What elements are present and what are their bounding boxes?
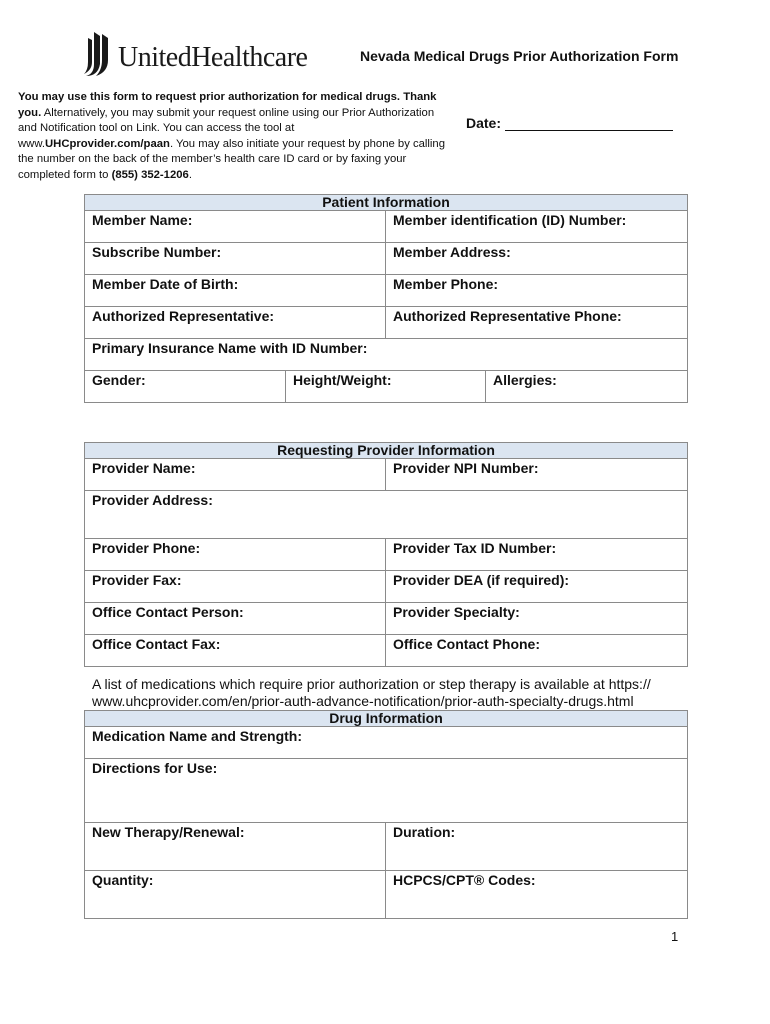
form-title: Nevada Medical Drugs Prior Authorization Form [360, 48, 679, 64]
medication-name-strength-field[interactable]: Medication Name and Strength: [85, 727, 688, 759]
provider-phone-field[interactable]: Provider Phone: [85, 539, 386, 571]
quantity-field[interactable]: Quantity: [85, 871, 386, 919]
duration-field[interactable]: Duration: [386, 823, 688, 871]
member-id-field[interactable]: Member identification (ID) Number: [386, 211, 688, 243]
intro-text-3: . [188, 168, 192, 181]
intro-lead: You may use this form to request prior authorization for medical drugs. Thank you. [18, 91, 437, 119]
fax-number: (855) 352-1206 [111, 168, 189, 181]
provider-name-field[interactable]: Provider Name: [85, 459, 386, 491]
office-contact-phone-field[interactable]: Office Contact Phone: [386, 635, 688, 667]
brand-name: UnitedHealthcare [118, 42, 308, 73]
uhc-provider-link[interactable]: UHCprovider.com/paan [45, 137, 170, 150]
intro-link-prefix: www. [18, 137, 45, 150]
provider-specialty-field[interactable]: Provider Specialty: [386, 603, 688, 635]
unitedhealthcare-logo [84, 28, 314, 78]
date-field[interactable] [505, 130, 673, 131]
gender-field[interactable]: Gender: [85, 371, 286, 403]
intro-text-1: Alternatively, you may submit your request online using our Prior Authorization and Notification tool on Link. You can access the tool at [18, 106, 435, 134]
new-therapy-renewal-field[interactable]: New Therapy/Renewal: [85, 823, 386, 871]
allergies-field[interactable]: Allergies: [486, 371, 688, 403]
authorized-representative-phone-field[interactable]: Authorized Representative Phone: [386, 307, 688, 339]
provider-fax-field[interactable]: Provider Fax: [85, 571, 386, 603]
provider-information-header: Requesting Provider Information [85, 443, 688, 459]
office-contact-fax-field[interactable]: Office Contact Fax: [85, 635, 386, 667]
member-phone-field[interactable]: Member Phone: [386, 275, 688, 307]
primary-insurance-field[interactable]: Primary Insurance Name with ID Number: [85, 339, 688, 371]
provider-tax-id-field[interactable]: Provider Tax ID Number: [386, 539, 688, 571]
office-contact-person-field[interactable]: Office Contact Person: [85, 603, 386, 635]
provider-dea-field[interactable]: Provider DEA (if required): [386, 571, 688, 603]
medication-list-note: A list of medications which require prior authorization or step therapy is available at https:// www.uhcprovider.com/en/prior-auth-advance-notification/prior-auth-specialty-drugs.html [92, 676, 651, 709]
provider-information-table [84, 442, 688, 667]
member-dob-field[interactable]: Member Date of Birth: [85, 275, 386, 307]
provider-npi-field[interactable]: Provider NPI Number: [386, 459, 688, 491]
subscribe-number-field[interactable]: Subscribe Number: [85, 243, 386, 275]
patient-information-table [84, 194, 688, 403]
height-weight-field[interactable]: Height/Weight: [286, 371, 486, 403]
intro-paragraph [18, 90, 448, 183]
provider-address-field[interactable]: Provider Address: [85, 491, 688, 539]
member-address-field[interactable]: Member Address: [386, 243, 688, 275]
logo-shield-icon [84, 30, 112, 78]
member-name-field[interactable]: Member Name: [85, 211, 386, 243]
date-label: Date: [466, 115, 502, 131]
patient-information-header: Patient Information [85, 195, 688, 211]
page-number: 1 [671, 929, 679, 944]
directions-for-use-field[interactable]: Directions for Use: [85, 759, 688, 823]
drug-information-table [84, 710, 688, 919]
hcpcs-cpt-codes-field[interactable]: HCPCS/CPT® Codes: [386, 871, 688, 919]
intro-text-2: . You may also initiate your request by phone by calling the number on the back of the member’s health care ID card or by faxing your completed form to [18, 137, 446, 181]
drug-information-header: Drug Information [85, 711, 688, 727]
authorized-representative-field[interactable]: Authorized Representative: [85, 307, 386, 339]
